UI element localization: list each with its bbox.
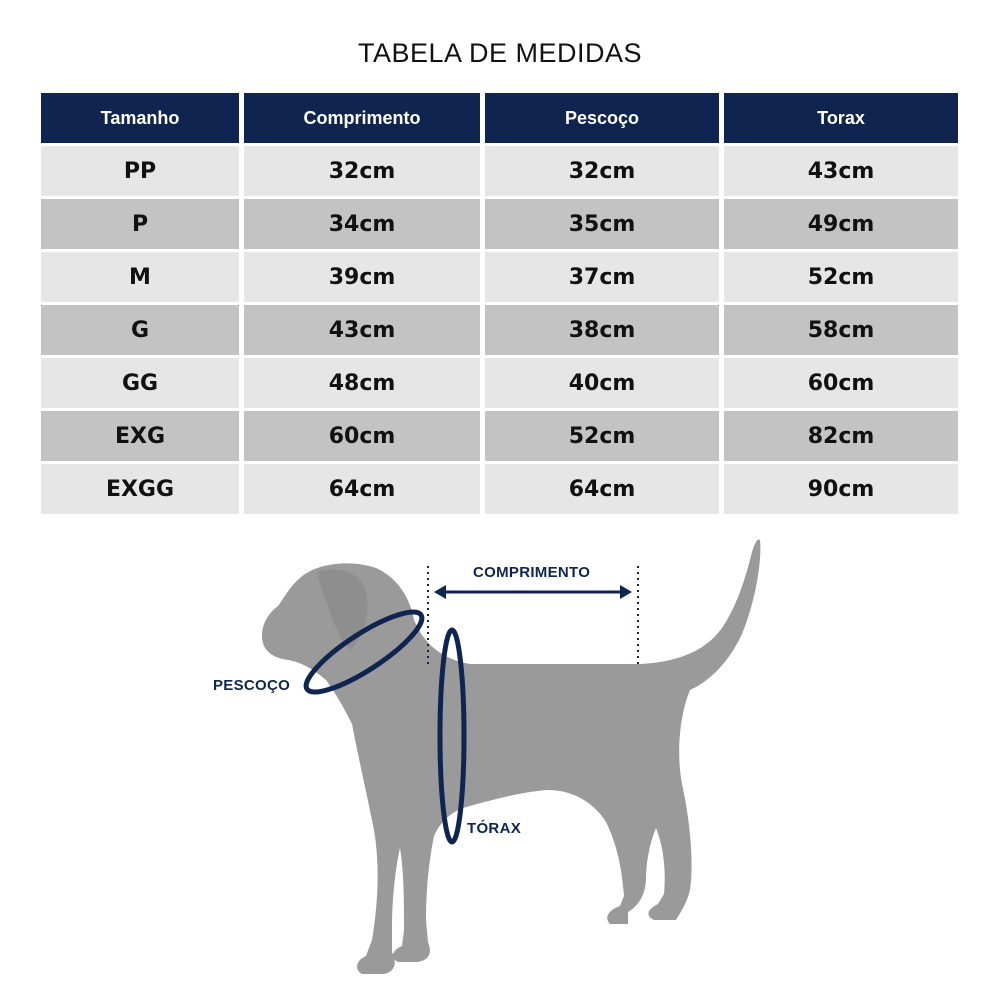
- pescoco-label: PESCOÇO: [213, 677, 291, 694]
- table-header-cell: Pescoço: [485, 93, 719, 143]
- table-cell: 34cm: [244, 199, 480, 249]
- table-cell: EXG: [41, 411, 239, 461]
- table-cell: 90cm: [724, 464, 958, 514]
- table-cell: 43cm: [724, 146, 958, 196]
- table-cell: 39cm: [244, 252, 480, 302]
- arrow-right-icon: [620, 585, 632, 599]
- table-cell: 64cm: [485, 464, 719, 514]
- table-cell: 32cm: [485, 146, 719, 196]
- table-header-cell: Tamanho: [41, 93, 239, 143]
- size-table: [41, 93, 959, 514]
- table-cell: 60cm: [244, 411, 480, 461]
- table-cell: 43cm: [244, 305, 480, 355]
- table-cell: 37cm: [485, 252, 719, 302]
- table-cell: GG: [41, 358, 239, 408]
- table-cell: 82cm: [724, 411, 958, 461]
- page-title: TABELA DE MEDIDAS: [357, 38, 643, 68]
- table-cell: 52cm: [485, 411, 719, 461]
- comprimento-label: COMPRIMENTO: [473, 564, 591, 581]
- table-cell: G: [41, 305, 239, 355]
- table-cell: PP: [41, 146, 239, 196]
- table-header-cell: Torax: [724, 93, 958, 143]
- table-cell: 35cm: [485, 199, 719, 249]
- table-cell: P: [41, 199, 239, 249]
- table-cell: 49cm: [724, 199, 958, 249]
- table-cell: 32cm: [244, 146, 480, 196]
- torax-label: TÓRAX: [467, 820, 521, 837]
- table-cell: 64cm: [244, 464, 480, 514]
- table-cell: 60cm: [724, 358, 958, 408]
- table-cell: 58cm: [724, 305, 958, 355]
- table-cell: 52cm: [724, 252, 958, 302]
- table-cell: 38cm: [485, 305, 719, 355]
- dog-silhouette-icon: [0, 520, 1000, 1000]
- table-cell: 48cm: [244, 358, 480, 408]
- table-header-cell: Comprimento: [244, 93, 480, 143]
- table-cell: M: [41, 252, 239, 302]
- table-cell: 40cm: [485, 358, 719, 408]
- table-cell: EXGG: [41, 464, 239, 514]
- measurement-diagram: [0, 520, 1000, 1000]
- arrow-left-icon: [434, 585, 446, 599]
